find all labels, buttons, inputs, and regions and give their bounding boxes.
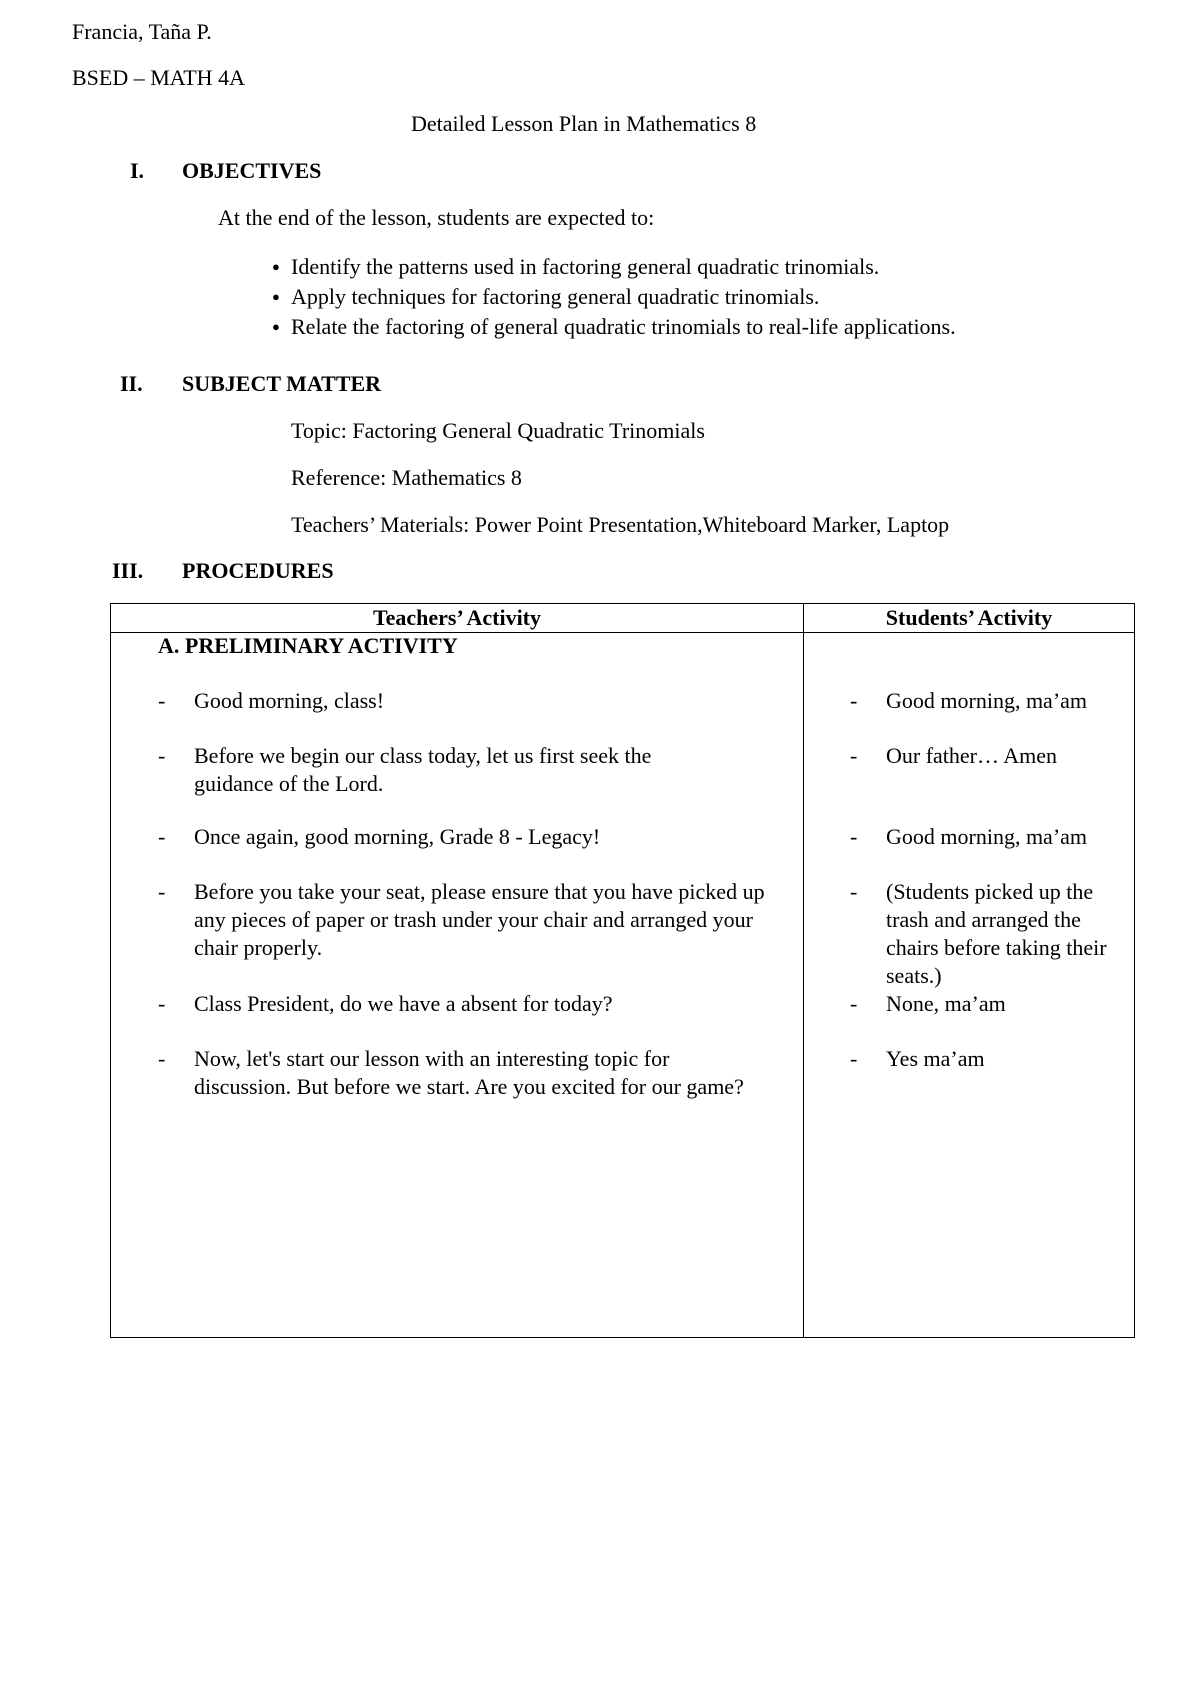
reference-line: Reference: Mathematics 8 — [291, 465, 522, 490]
table-header-row — [111, 604, 1135, 633]
objective-item: ● Apply techniques for factoring general quadratic trinomials. — [272, 282, 956, 312]
objective-item: ● Relate the factoring of general quadratic trinomials to real-life applications. — [272, 312, 956, 342]
teachers-activity-header: Teachers’ Activity — [111, 604, 804, 633]
objectives-heading: OBJECTIVES — [182, 158, 322, 183]
subject-matter-heading: SUBJECT MATTER — [182, 371, 382, 396]
objectives-intro: At the end of the lesson, students are expected to: — [218, 205, 655, 230]
objective-item: ● Identify the patterns used in factoring general quadratic trinomials. — [272, 252, 956, 282]
materials-line: Teachers’ Materials: Power Point Presentation,Whiteboard Marker, Laptop — [291, 512, 950, 537]
procedures-table — [110, 603, 1135, 1338]
preliminary-activity-heading: A. PRELIMINARY ACTIVITY — [158, 633, 458, 658]
procedures-heading: PROCEDURES — [182, 558, 334, 583]
procedures-numeral: III. — [112, 558, 144, 583]
students-activity-header: Students’ Activity — [804, 604, 1135, 633]
students-activity-cell: - Good morning, ma’am - Our father… Amen - Good morning, ma’am - (Students picked up the trash and arranged the chairs before taking their seats.) - None, ma’am - Yes ma’am — [804, 633, 1135, 1338]
objectives-numeral: I. — [130, 158, 145, 183]
teachers-activity-cell: A. PRELIMINARY ACTIVITY - Good morning, class! - Before we begin our class today, let us first seek the guidance of the Lord. - Once again, good morning, Grade 8 - Legacy! - Before you take your seat, please ensure that you have picked up any pieces of paper or trash under your chair and arranged your chair properly. - Class President, do we have a absent for today? - Now, let's start our lesson with an interesting topic for discussion. But before we start. Are you excited for our game? — [111, 633, 804, 1338]
objectives-list — [272, 252, 956, 342]
course-section: BSED – MATH 4A — [72, 65, 245, 90]
document-title: Detailed Lesson Plan in Mathematics 8 — [411, 111, 757, 136]
table-row — [111, 633, 1135, 1338]
author-name: Francia, Taña P. — [72, 19, 212, 44]
subject-matter-numeral: II. — [120, 371, 143, 396]
topic-line: Topic: Factoring General Quadratic Trinomials — [291, 418, 705, 443]
